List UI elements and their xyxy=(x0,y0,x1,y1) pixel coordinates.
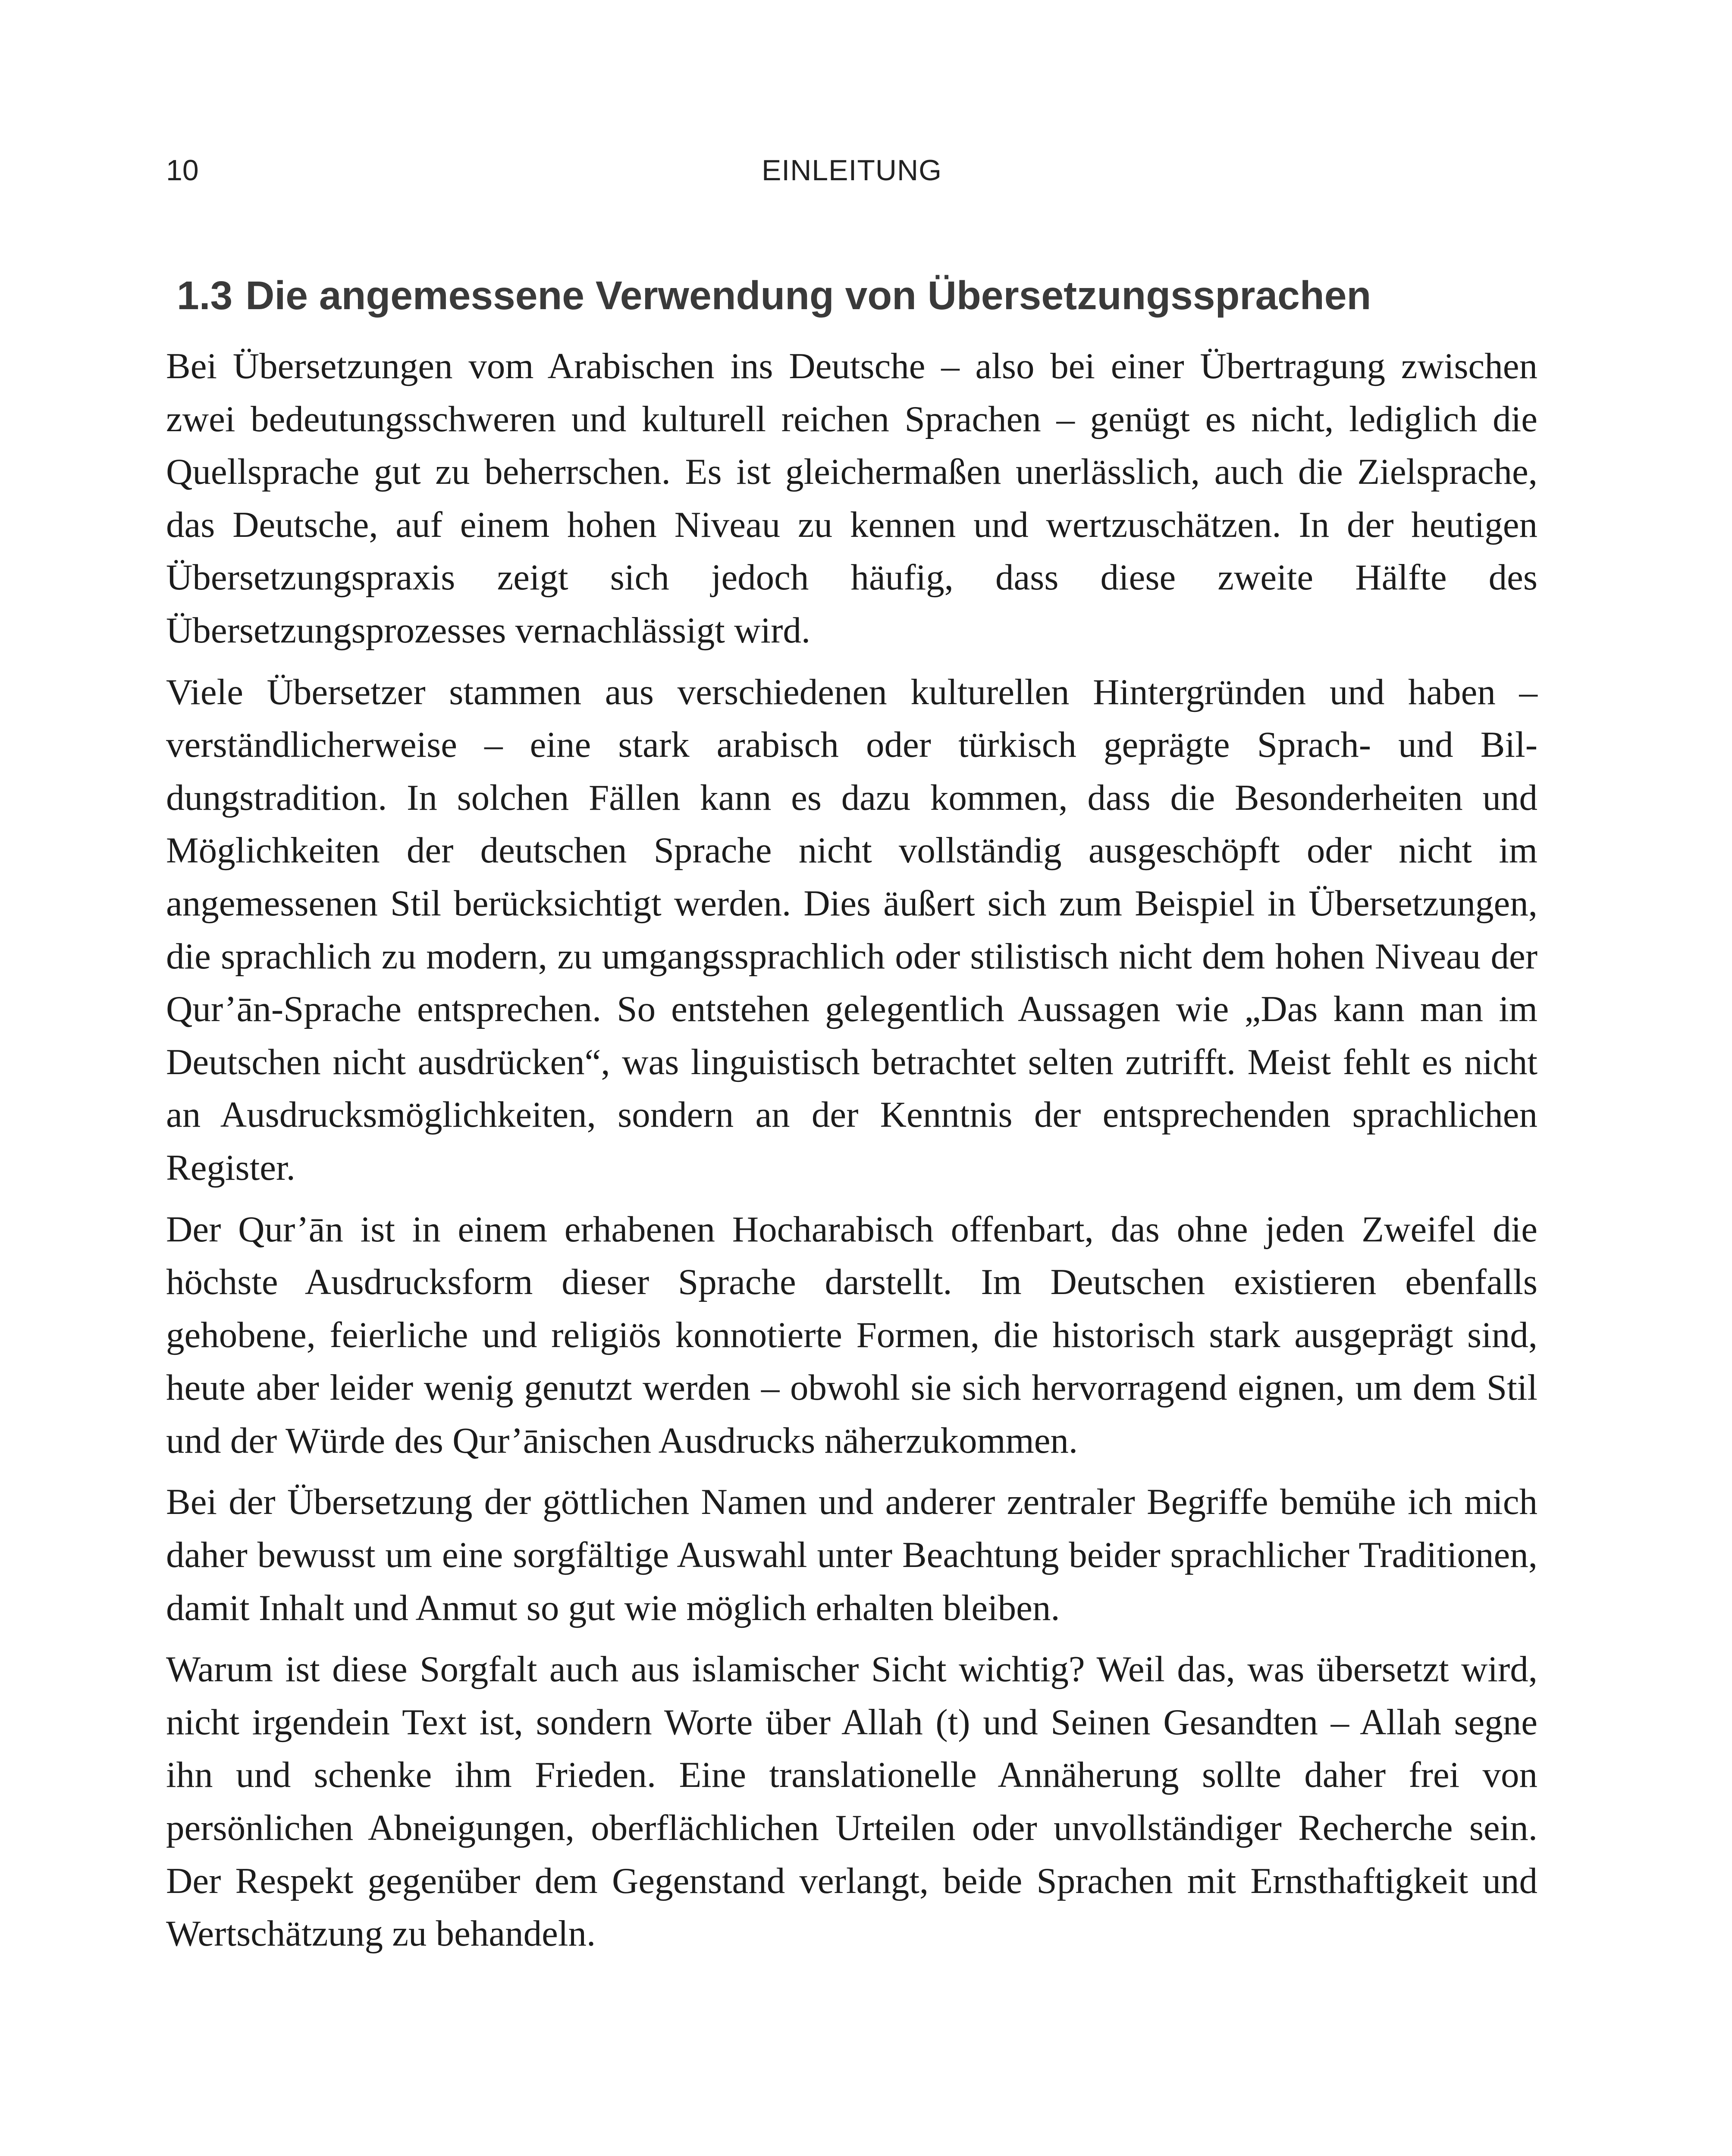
running-title: EINLEITUNG xyxy=(761,154,942,187)
paragraph: Der Qur’ān ist in einem erhabenen Hocharabisch offenbart, das ohne jeden Zweifel die höchste Ausdrucksform dieser Sprache darstellt. Im Deutschen existieren ebenfalls gehobene, feierliche und religiös konnotierte Formen, die historisch stark ausgeprägt sind, heute aber leider wenig genutzt werden – obwohl sie sich hervorragend eignen, um dem Stil und der Würde des Qur’ānischen Ausdrucks näherzukommen. xyxy=(166,1209,1537,1461)
page-number: 10 xyxy=(166,154,199,187)
paragraph: Bei der Übersetzung der göttlichen Namen und anderer zentraler Begriffe bemühe ich mich daher bewusst um eine sorgfältige Auswahl unter Beachtung beider sprachlicher Traditionen, damit Inhalt und Anmut so gut wie möglich erhalten bleiben. xyxy=(166,1482,1537,1628)
paragraph: Warum ist diese Sorgfalt auch aus islamischer Sicht wichtig? Weil das, was übersetzt wird, nicht irgendein Text ist, sondern Worte über Allah (t) und Seinen Gesandten – Allah segne ihn und schenke ihm Frieden. Eine translationelle Annäherung sollte daher frei von persönlichen Abneigungen, oberflächlichen Urteilen oder unvollständiger Recherche sein. Der Respekt gegenüber dem Gegenstand verlangt, beide Sprachen mit Ernsthaftigkeit und Wertschätzung zu behandeln. xyxy=(166,1649,1537,1954)
paragraph: Viele Übersetzer stammen aus verschiedenen kulturellen Hintergründen und haben – verständlicherweise – eine stark arabisch oder türkisch geprägte Sprach- und Bildungstradition. In solchen Fällen kann es dazu kommen, dass die Besonderheiten und Möglichkeiten der deutschen Sprache nicht vollständig ausgeschöpft oder nicht im angemessenen Stil berücksichtigt werden. Dies äußert sich zum Beispiel in Übersetzungen, die sprachlich zu modern, zu umgangssprachlich oder stilistisch nicht dem hohen Niveau der Qur’ān-Sprache entsprechen. So entstehen gelegentlich Aussagen wie „Das kann man im Deutschen nicht ausdrücken“, was linguistisch betrachtet selten zutrifft. Meist fehlt es nicht an Ausdrucksmöglichkeiten, sondern an der Kenntnis der entsprechenden sprachlichen Register. xyxy=(166,671,1537,1188)
section-number: 1.3 xyxy=(177,273,233,318)
section-heading xyxy=(177,273,1557,319)
section-title: Die angemessene Verwendung von Übersetzungssprachen xyxy=(245,273,1371,318)
paragraph: Bei Übersetzungen vom Arabischen ins Deutsche – also bei einer Übertragung zwischen zwei bedeutungsschweren und kulturell reichen Sprachen – genügt es nicht, lediglich die Quellsprache gut zu beherrschen. Es ist gleichermaßen unerlässlich, auch die Zielsprache, das Deutsche, auf einem hohen Niveau zu kennen und wertzuschätzen. In der heutigen Übersetzungspraxis zeigt sich jedoch häufig, dass diese zweite Hälfte des Übersetzungsprozesses vernachlässigt wird. xyxy=(166,346,1537,651)
body-text xyxy=(166,340,1537,1969)
running-head xyxy=(166,154,1537,192)
